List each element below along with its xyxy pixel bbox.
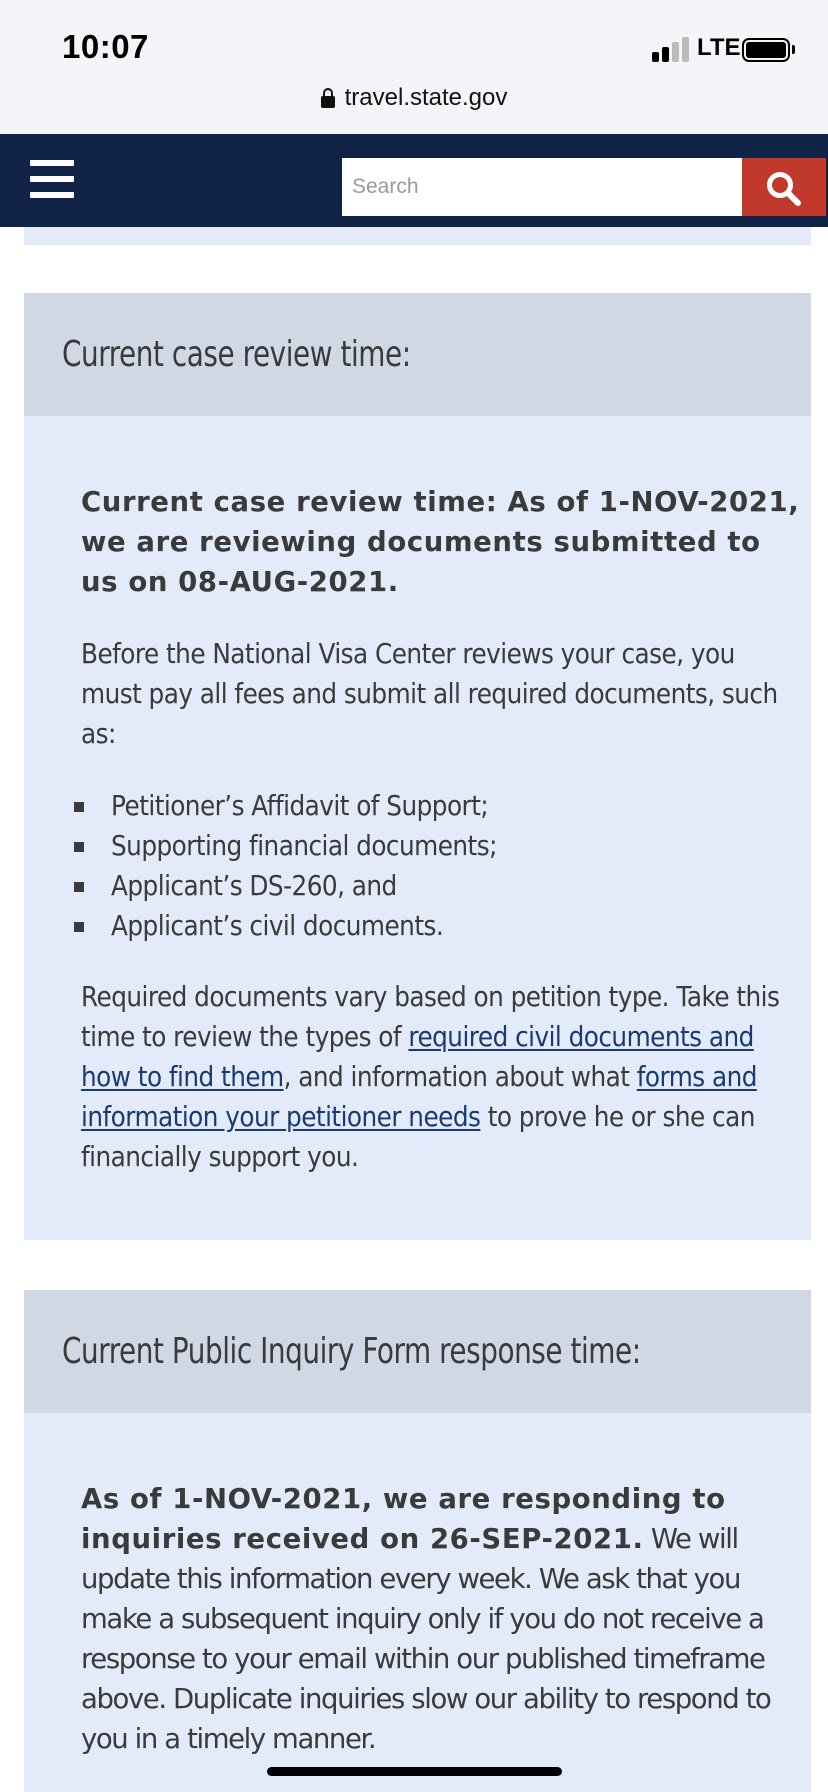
status-bar [0, 0, 828, 134]
previous-panel-bottom [24, 227, 811, 245]
case-review-intro [81, 634, 801, 754]
search-input[interactable] [342, 158, 742, 216]
battery-nub [792, 45, 795, 54]
address-bar[interactable] [0, 84, 828, 124]
cellular-signal-icon [652, 36, 692, 62]
bullet-icon [74, 842, 84, 852]
battery-icon [742, 38, 790, 62]
bullet-icon [74, 922, 84, 932]
case-review-lead [81, 482, 801, 602]
search-icon [764, 170, 804, 206]
civil-documents-link[interactable]: required civil documents and how to find them [81, 1021, 754, 1093]
inquiry-header [24, 1290, 811, 1413]
bullet-icon [74, 882, 84, 892]
case-review-note [81, 977, 801, 1177]
list-item: Petitioner’s Affidavit of Support; [74, 786, 794, 826]
lock-icon [321, 88, 335, 108]
status-time: 10:07 [62, 28, 149, 65]
inquiry-text [81, 1479, 801, 1759]
case-review-heading: Current case review time: [62, 334, 411, 375]
list-item: Applicant’s civil documents. [74, 906, 794, 946]
home-indicator[interactable] [267, 1767, 562, 1776]
network-type: LTE [697, 34, 741, 61]
inquiry-lead: As of 1-NOV-2021, we are responding to inquiries received on 26-SEP-2021. [81, 1483, 726, 1555]
case-review-header [24, 293, 811, 416]
note-text-1: Required documents vary based on petition type. Take this time to review the types of [81, 981, 780, 1053]
required-documents-list [74, 786, 794, 946]
case-review-body [24, 416, 811, 1240]
case-review-lead-text: Current case review time: As of 1-NOV-2021, we are reviewing documents submitted to us on 08-AUG-2021. [81, 486, 800, 598]
url-text: travel.state.gov [344, 84, 508, 111]
case-review-intro-text: Before the National Visa Center reviews your case, you must pay all fees and submit all required documents, such as: [81, 638, 778, 750]
inquiry-body [24, 1413, 811, 1792]
inquiry-heading: Current Public Inquiry Form response time: [62, 1331, 641, 1372]
site-header [0, 134, 828, 227]
inquiry-details: We will update this information every week. We ask that you make a subsequent inquiry only if you do not receive a response to your email within our published timeframe above. Duplicate inquiries slow our ability to respond to you in a timely manner. [81, 1523, 771, 1755]
search-button[interactable] [742, 158, 826, 216]
petitioner-forms-link[interactable]: forms and information your petitioner needs [81, 1061, 757, 1133]
list-item: Supporting financial documents; [74, 826, 794, 866]
note-text-2: , and information about what [283, 1061, 637, 1093]
list-item: Applicant’s DS-260, and [74, 866, 794, 906]
bullet-icon [74, 802, 84, 812]
menu-icon[interactable] [30, 160, 74, 198]
note-text-3: to prove he or she can financially support you. [81, 1101, 755, 1173]
